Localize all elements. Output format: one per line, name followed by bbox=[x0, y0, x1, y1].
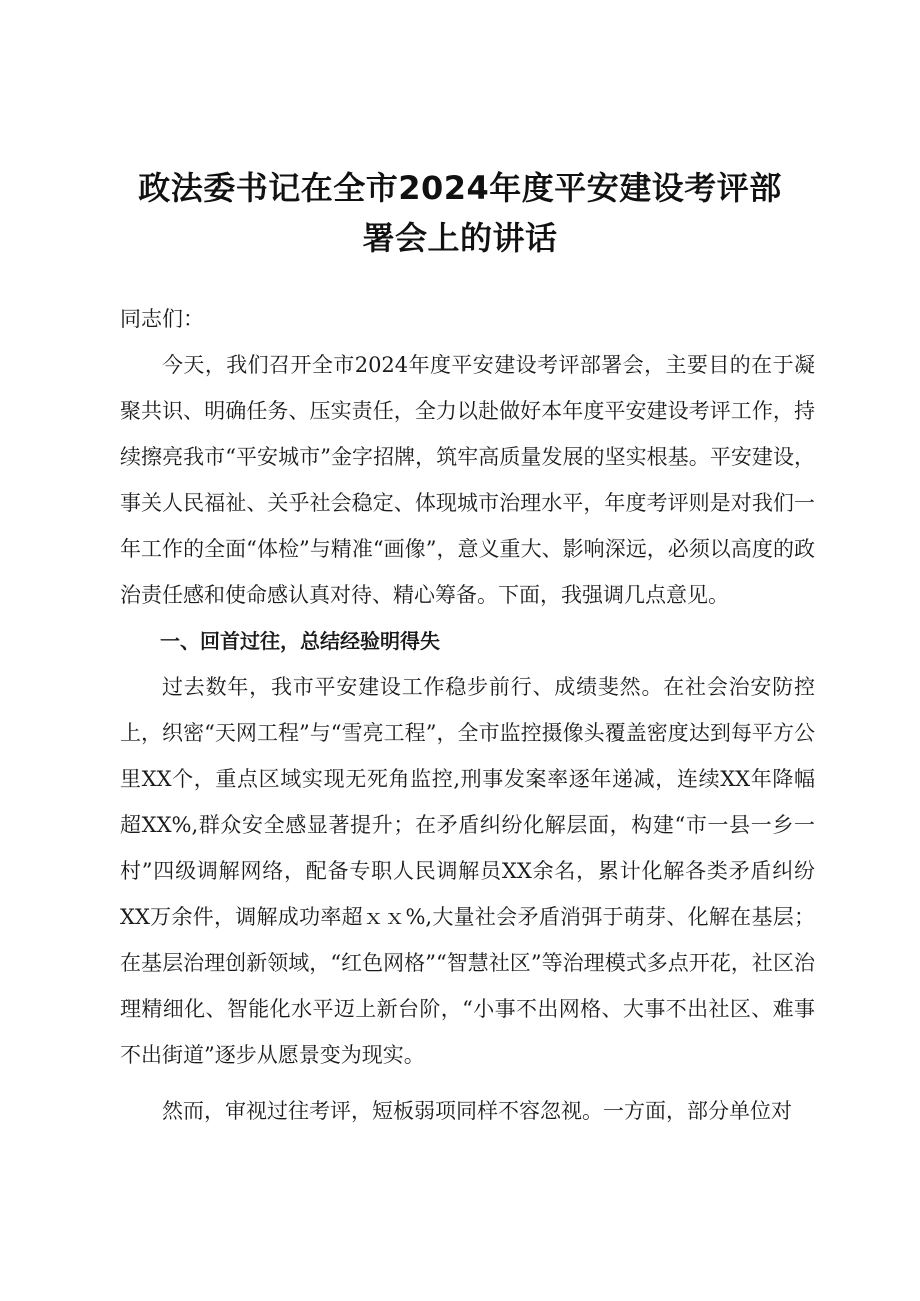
document-title-line-1: 政法委书记在全市2024年度平安建设考评部 bbox=[138, 169, 782, 207]
document-body bbox=[120, 296, 815, 1134]
paragraph-achievements: 过去数年，我市平安建设工作稳步前行、成绩斐然。在社会治安防控上，织密“天网工程”与“雪亮工程”，全市监控摄像头覆盖密度达到每平方公里XX个，重点区域实现无死角监控,刑事发案率逐年递减，连续XX年降幅超XX%,群众安全感显著提升；在矛盾纠纷化解层面，构建“市一县一乡一村”四级调解网络，配备专职人民调解员XX余名，累计化解各类矛盾纠纷XX万余件，调解成功率超ｘｘ%,大量社会矛盾消弭于萌芽、化解在基层；在基层治理创新领域，“红色网格”“智慧社区”等治理模式多点开花，社区治理精细化、智能化水平迈上新台阶，“小事不出网格、大事不出社区、难事不出街道”逐步从愿景变为现实。 bbox=[120, 675, 815, 1067]
section-heading-1: 一、回首过往，总结经验明得失 bbox=[160, 629, 440, 653]
document-title-line-2: 署会上的讲话 bbox=[362, 219, 558, 257]
paragraph-intro: 今天，我们召开全市2024年度平安建设考评部署会，主要目的在于凝聚共识、明确任务、压实责任，全力以赴做好本年度平安建设考评工作，持续擦亮我市“平安城市”金字招牌，筑牢高质量发展的坚实根基。平安建设，事关人民福祉、关乎社会稳定、体现城市治理水平，年度考评则是对我们一年工作的全面“体检”与精准“画像”，意义重大、影响深远，必须以高度的政治责任感和使命感认真对待、精心筹备。下面，我强调几点意见。 bbox=[120, 353, 815, 607]
salutation: 同志们： bbox=[120, 307, 204, 331]
paragraph-shortcomings: 然而，审视过往考评，短板弱项同样不容忽视。一方面，部分单位对 bbox=[162, 1099, 792, 1123]
